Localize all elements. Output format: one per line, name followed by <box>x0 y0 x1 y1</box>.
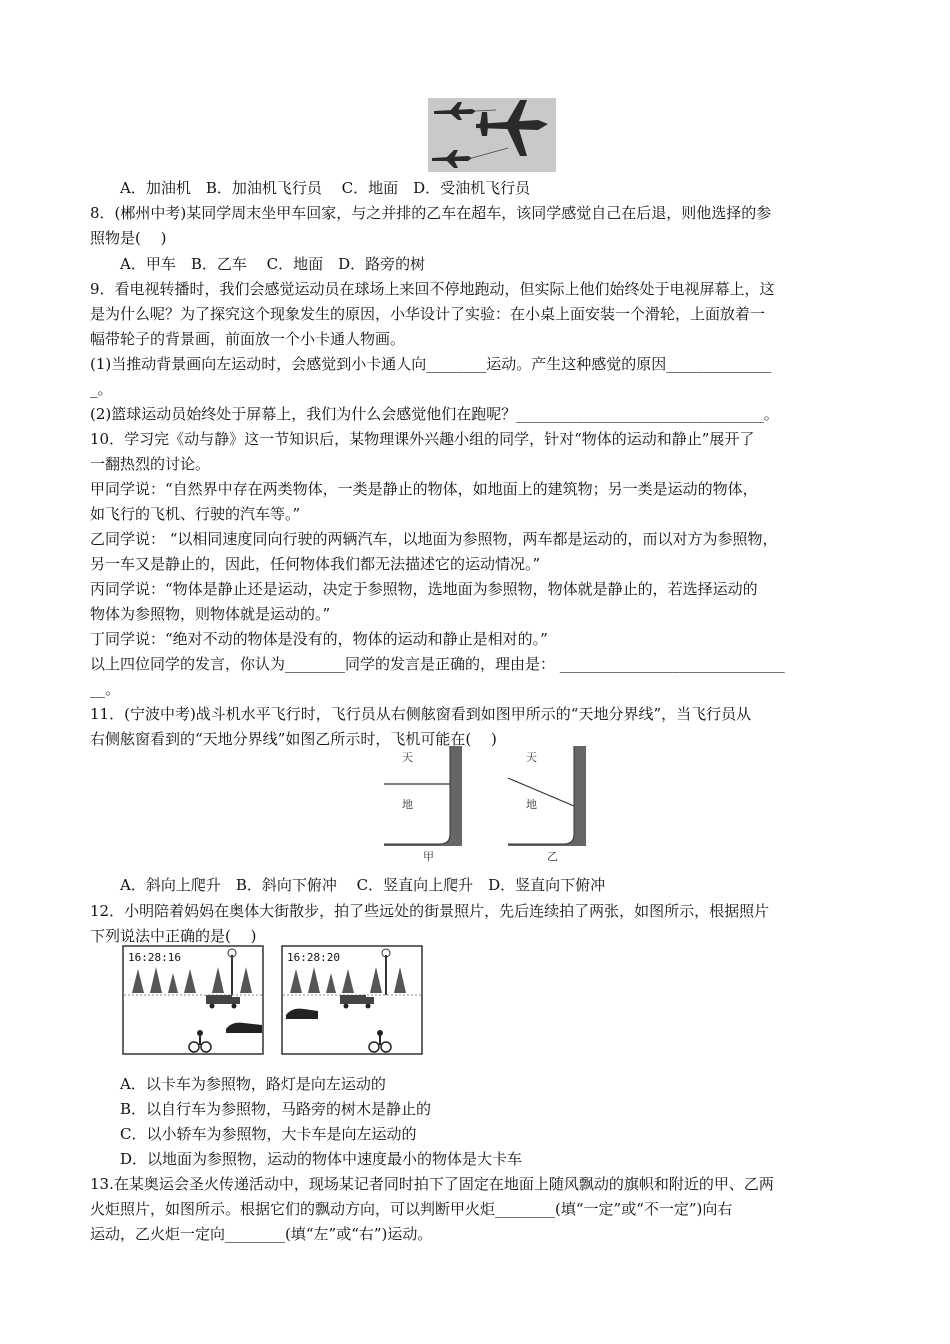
q10-jia-line1: 甲同学说：“自然界中存在两类物体，一类是静止的物体，如地面上的建筑物；另一类是运动的物体， <box>90 480 758 498</box>
q9-sub2: (2)篮球运动员始终处于屏幕上，我们为什么会感觉他们在跑呢？_________________________________。 <box>90 405 779 423</box>
q10-stem-line1: 10．学习完《动与静》这一节知识后，某物理课外兴趣小组的同学，针对“物体的运动和静止”展开了 <box>90 430 755 448</box>
q10-stem-line2: 一翻热烈的讨论。 <box>90 455 211 473</box>
q12-stem-line2: 下列说法中正确的是( ) <box>90 927 257 945</box>
q10-bing-line1: 丙同学说：“物体是静止还是运动，决定于参照物，选地面为参照物，物体就是静止的，若选择运动的 <box>90 580 758 598</box>
q10-answer-line2: __。 <box>90 680 121 698</box>
fig-b-sky-label: 天 <box>526 751 537 764</box>
fig-b-caption: 乙 <box>547 850 558 863</box>
q9-stem-line2: 是为什么呢？为了探究这个现象发生的原因，小华设计了实验：在小桌上面安装一个滑轮，上面放着一 <box>90 305 766 323</box>
q12-option-c: C．以小轿车为参照物，大卡车是向左运动的 <box>120 1125 417 1143</box>
q9-sub1-line2: _。 <box>90 380 113 398</box>
street-photos-figure <box>122 945 430 1057</box>
q11-stem-line2: 右侧舷窗看到的“天地分界线”如图乙所示时，飞机可能在( ) <box>90 730 497 748</box>
q13-stem-line1: 13.在某奥运会圣火传递活动中，现场某记者同时拍下了固定在地面上随风飘动的旗帜和附近的甲、乙两 <box>90 1175 774 1193</box>
q7-options: A．加油机 B．加油机飞行员 C．地面 D．受油机飞行员 <box>120 179 531 197</box>
q10-yi-line2: 另一车又是静止的，因此，任何物体我们都无法描述它的运动情况。” <box>90 555 541 573</box>
q10-jia-line2: 如飞行的飞机、行驶的汽车等。” <box>90 505 301 523</box>
q13-stem-line2: 火炬照片，如图所示。根据它们的飘动方向，可以判断甲火炬________(填“一定”或“不一定”)向右 <box>90 1200 733 1218</box>
q11-stem-line1: 11．(宁波中考)战斗机水平飞行时，飞行员从右侧舷窗看到如图甲所示的“天地分界线”，当飞行员从 <box>90 705 752 723</box>
q12-stem-line1: 12．小明陪着妈妈在奥体大街散步，拍了些远处的街景照片，先后连续拍了两张，如图所示，根据照片 <box>90 902 770 920</box>
q13-stem-line3: 运动，乙火炬一定向________(填“左”或“右”)运动。 <box>90 1225 433 1243</box>
fig-a-sky-label: 天 <box>402 751 413 764</box>
q8-stem-line2: 照物是( ) <box>90 229 167 247</box>
photo1-timestamp: 16:28:16 <box>128 951 181 964</box>
q9-stem-line1: 9．看电视转播时，我们会感觉运动员在球场上来回不停地跑动，但实际上他们始终处于电视屏幕上，这 <box>90 280 775 298</box>
fig-b-ground-label: 地 <box>526 798 537 811</box>
q10-answer-line1: 以上四位同学的发言，你认为________同学的发言是正确的，理由是： ______________________________ <box>90 655 785 673</box>
photo2-timestamp: 16:28:20 <box>287 951 340 964</box>
q12-option-a: A．以卡车为参照物，路灯是向左运动的 <box>120 1075 386 1093</box>
q10-bing-line2: 物体为参照物，则物体就是运动的。” <box>90 605 331 623</box>
q8-stem-line1: 8．(郴州中考)某同学周末坐甲车回家，与之并排的乙车在超车，该同学感觉自己在后退，则他选择的参 <box>90 204 772 222</box>
q10-yi-line1: 乙同学说： “以相同速度同向行驶的两辆汽车，以地面为参照物，两车都是运动的，而以对方为参照物， <box>90 530 778 548</box>
q12-option-b: B．以自行车为参照物，马路旁的树木是静止的 <box>120 1100 432 1118</box>
q10-ding: 丁同学说：“绝对不动的物体是没有的，物体的运动和静止是相对的。” <box>90 630 548 648</box>
q11-options: A．斜向上爬升 B．斜向下俯冲 C．竖直向上爬升 D．竖直向下俯冲 <box>120 876 606 894</box>
fig-a-caption: 甲 <box>423 850 434 863</box>
fig-a-ground-label: 地 <box>402 798 413 811</box>
q9-stem-line3: 幅带轮子的背景画，前面放一个小卡通人物画。 <box>90 330 406 348</box>
horizon-line-figure <box>380 746 605 866</box>
q9-sub1-line1: (1)当推动背景画向左运动时，会感觉到小卡通人向________运动。产生这种感觉的原因______________ <box>90 355 772 373</box>
refueling-aircraft-figure <box>428 98 556 172</box>
q12-option-d: D．以地面为参照物，运动的物体中速度最小的物体是大卡车 <box>120 1150 523 1168</box>
q8-options: A．甲车 B．乙车 C．地面 D．路旁的树 <box>120 255 426 273</box>
